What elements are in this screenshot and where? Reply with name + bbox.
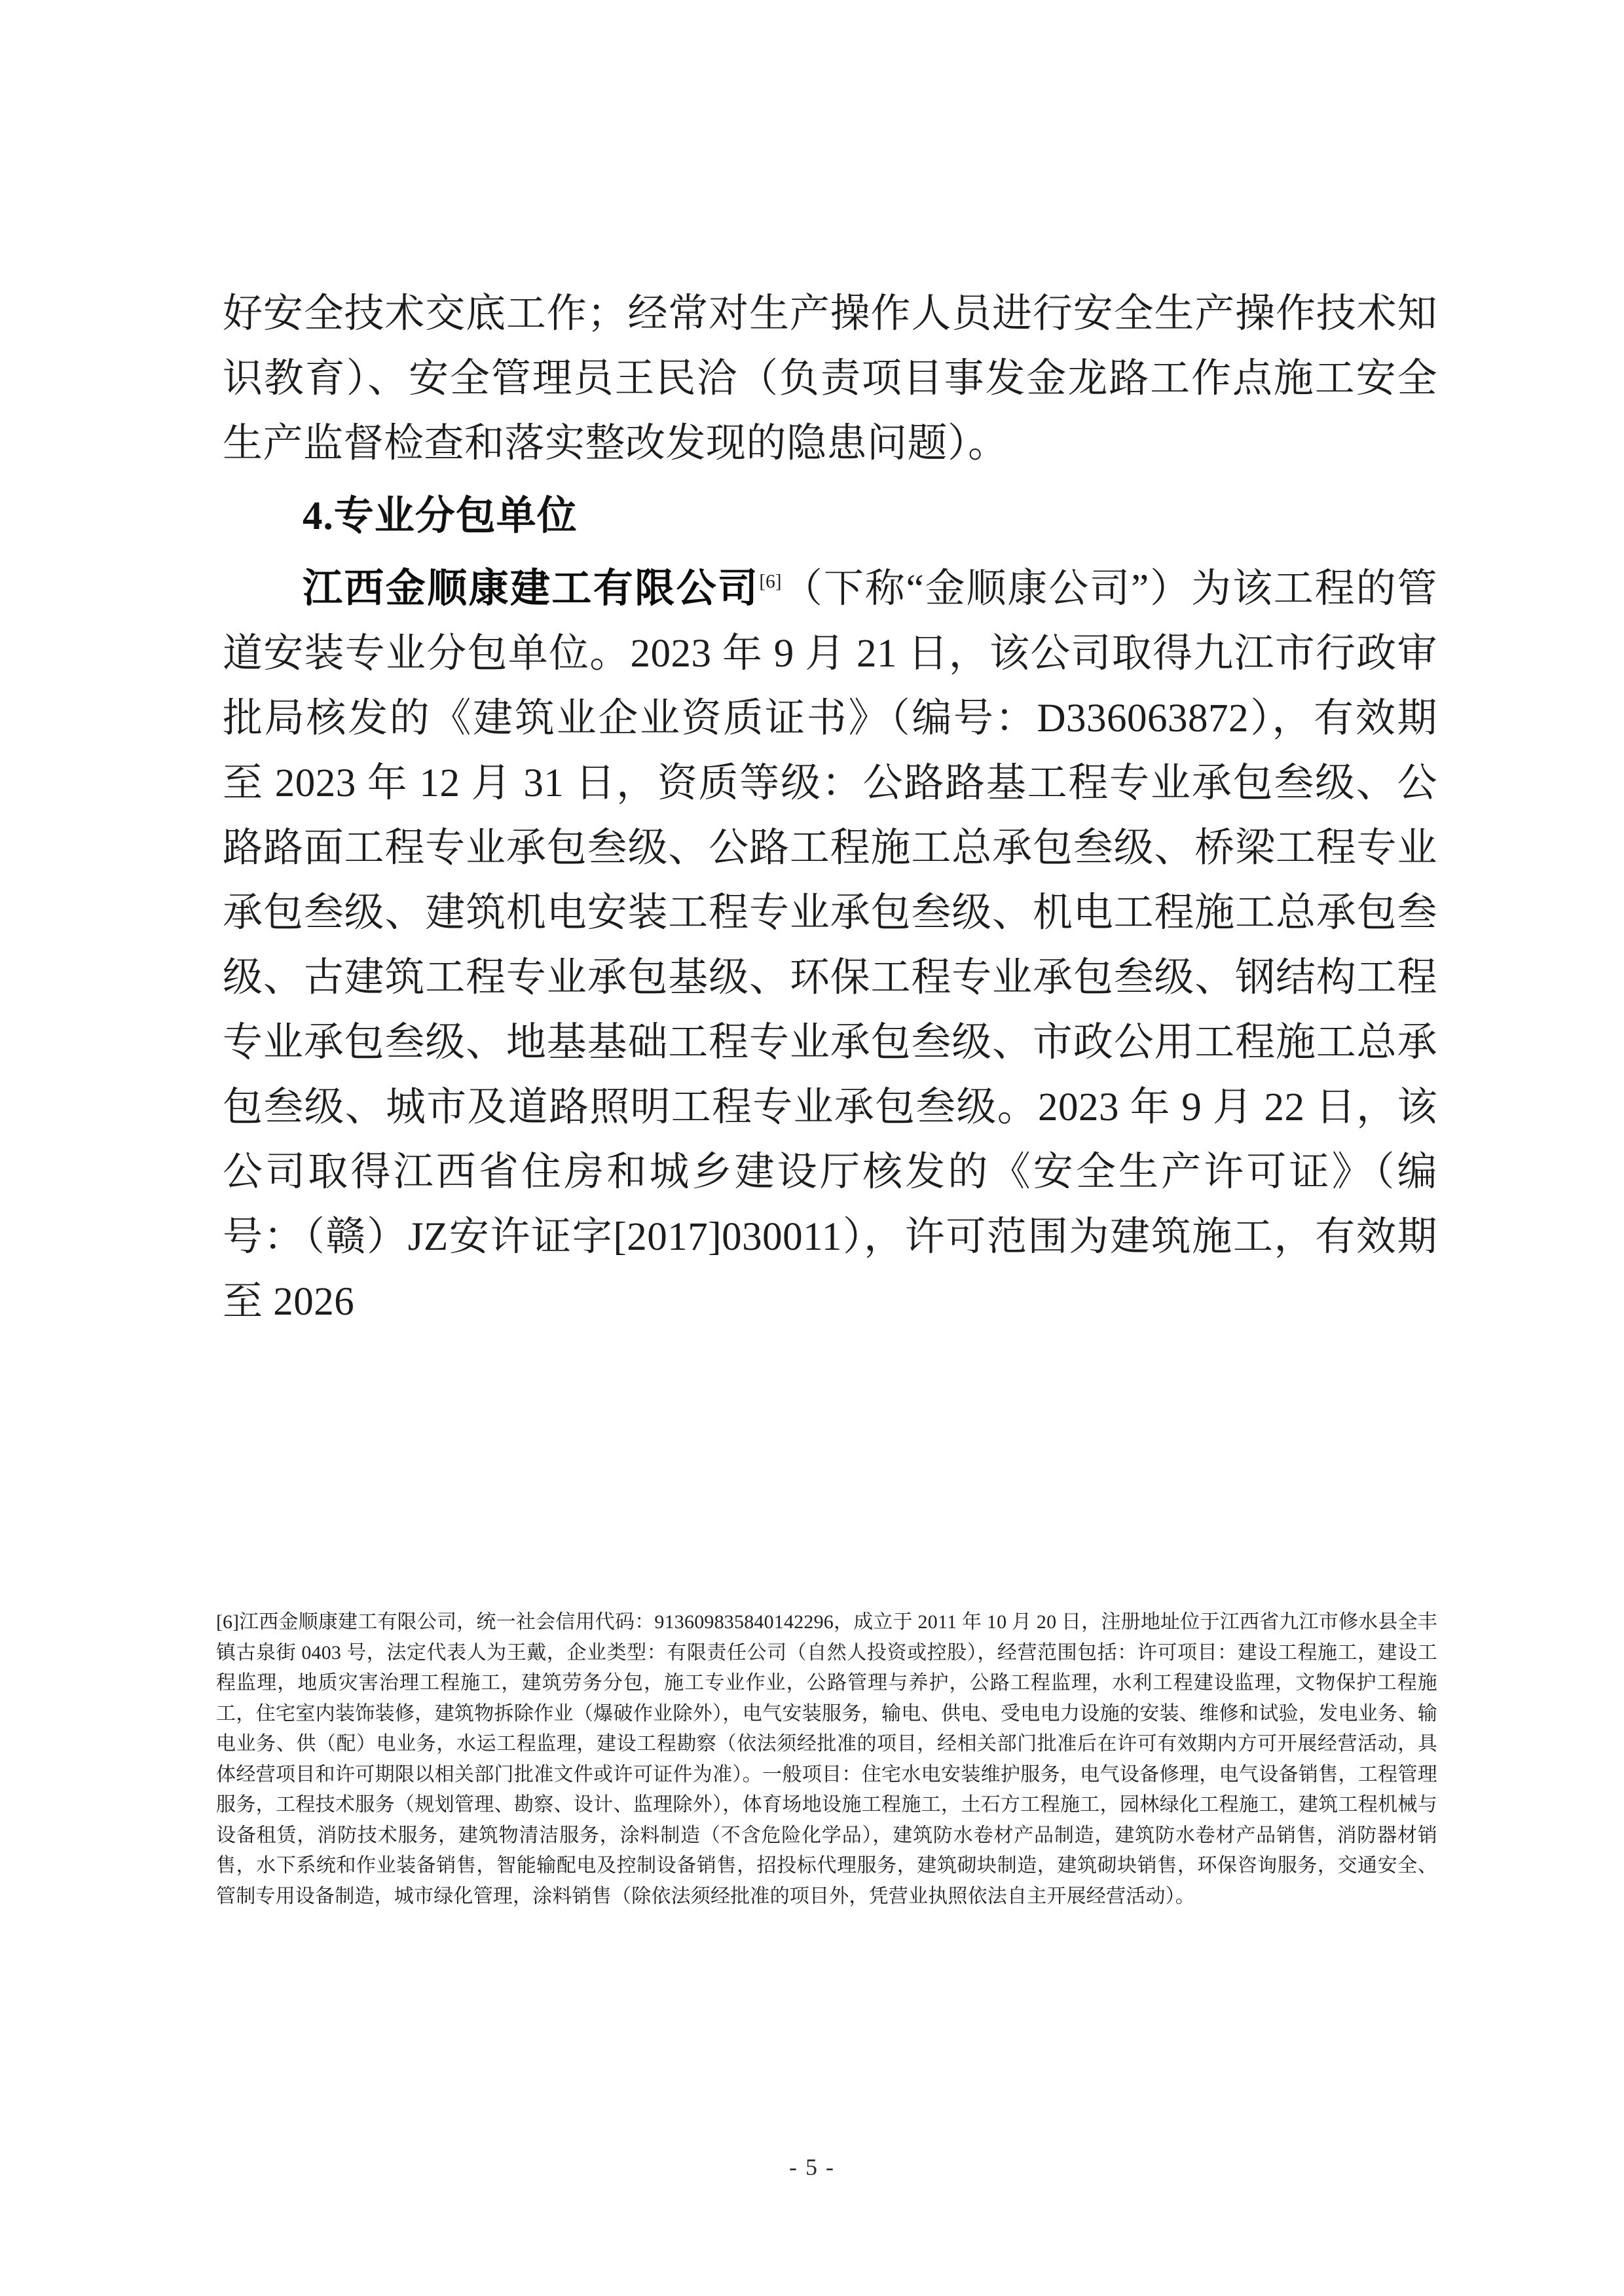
continued-paragraph: 好安全技术交底工作；经常对生产操作人员进行安全生产操作技术知识教育）、安全管理员王民洽（负责项目事发金龙路工作点施工安全生产监督检查和落实整改发现的隐患问题）。	[223, 292, 1437, 465]
paragraph-spacer	[223, 476, 1437, 484]
section-heading-4: 4.专业分包单位	[303, 494, 578, 538]
subcontractor-paragraph-body: （下称“金顺康公司”）为该工程的管道安装专业分包单位。2023 年 9 月 21 日，该公司取得九江市行政审批局核发的《建筑业企业资质证书》（编号：D336063872），有效期至 2023 年 12 月 31 日，资质等级：公路路基工程专业承包叁级、公路路面工程专业承包叁级、公路工程施工总承包叁级、桥梁工程专业承包叁级、建筑机电安装工程专业承包叁级、机电工程施工总承包叁级、古建筑工程专业承包基级、环保工程专业承包叁级、钢结构工程专业承包叁级、地基基础工程专业承包叁级、市政公用工程施工总承包叁级、城市及道路照明工程专业承包叁级。2023 年 9 月 22 日，该公司取得江西省住房和城乡建设厅核发的《安全生产许可证》（编号：（赣）JZ安许证字[2017]030011），许可范围为建筑施工，有效期至 2026	[223, 567, 1437, 1324]
heading-spacer	[223, 549, 1437, 556]
footnote-text: 江西金顺康建工有限公司，统一社会信用代码：913609835840142296，成立于 2011 年 10 月 20 日，注册地址位于江西省九江市修水县全丰镇古泉街 0403 号，法定代表人为王戴，企业类型：有限责任公司（自然人投资或控股），经营范围包括：许可项目：建设工程施工，建设工程监理，地质灾害治理工程施工，建筑劳务分包，施工专业作业，公路管理与养护，公路工程监理，水利工程建设监理，文物保护工程施工，住宅室内装饰装修，建筑物拆除作业（爆破作业除外），电气安装服务，输电、供电、受电电力设施的安装、维修和试验，发电业务、输电业务、供（配）电业务，水运工程监理，建设工程勘察（依法须经批准的项目，经相关部门批准后在许可有效期内方可开展经营活动，具体经营项目和许可期限以相关部门批准文件或许可证件为准）。一般项目：住宅水电安装维护服务，电气设备修理，电气设备销售，工程管理服务，工程技术服务（规划管理、勘察、设计、监理除外），体育场地设施工程施工，土石方工程施工，园林绿化工程施工，建筑工程机械与设备租赁，消防技术服务，建筑物清洁服务，涂料制造（不含危险化学品），建筑防水卷材产品制造，建筑防水卷材产品销售，消防器材销售，水下系统和作业装备销售，智能输配电及控制设备销售，招投标代理服务，建筑砌块制造，建筑砌块销售，环保咨询服务，交通安全、管制专用设备制造，城市绿化管理，涂料销售（除依法须经批准的项目外，凭营业执照依法自主开展经营活动）。	[216, 1611, 1437, 1907]
footnote-marker: [6]	[216, 1611, 239, 1633]
subcontractor-paragraph	[223, 556, 1437, 1334]
footnote-block	[216, 1607, 1437, 1912]
page-number: - 5 -	[789, 2154, 835, 2180]
footnote-reference-6[interactable]: [6]	[759, 571, 782, 592]
main-text-column	[223, 282, 1437, 1334]
footnote-6	[216, 1607, 1437, 1912]
subcontractor-company-name: 江西金顺康建工有限公司	[303, 567, 760, 611]
